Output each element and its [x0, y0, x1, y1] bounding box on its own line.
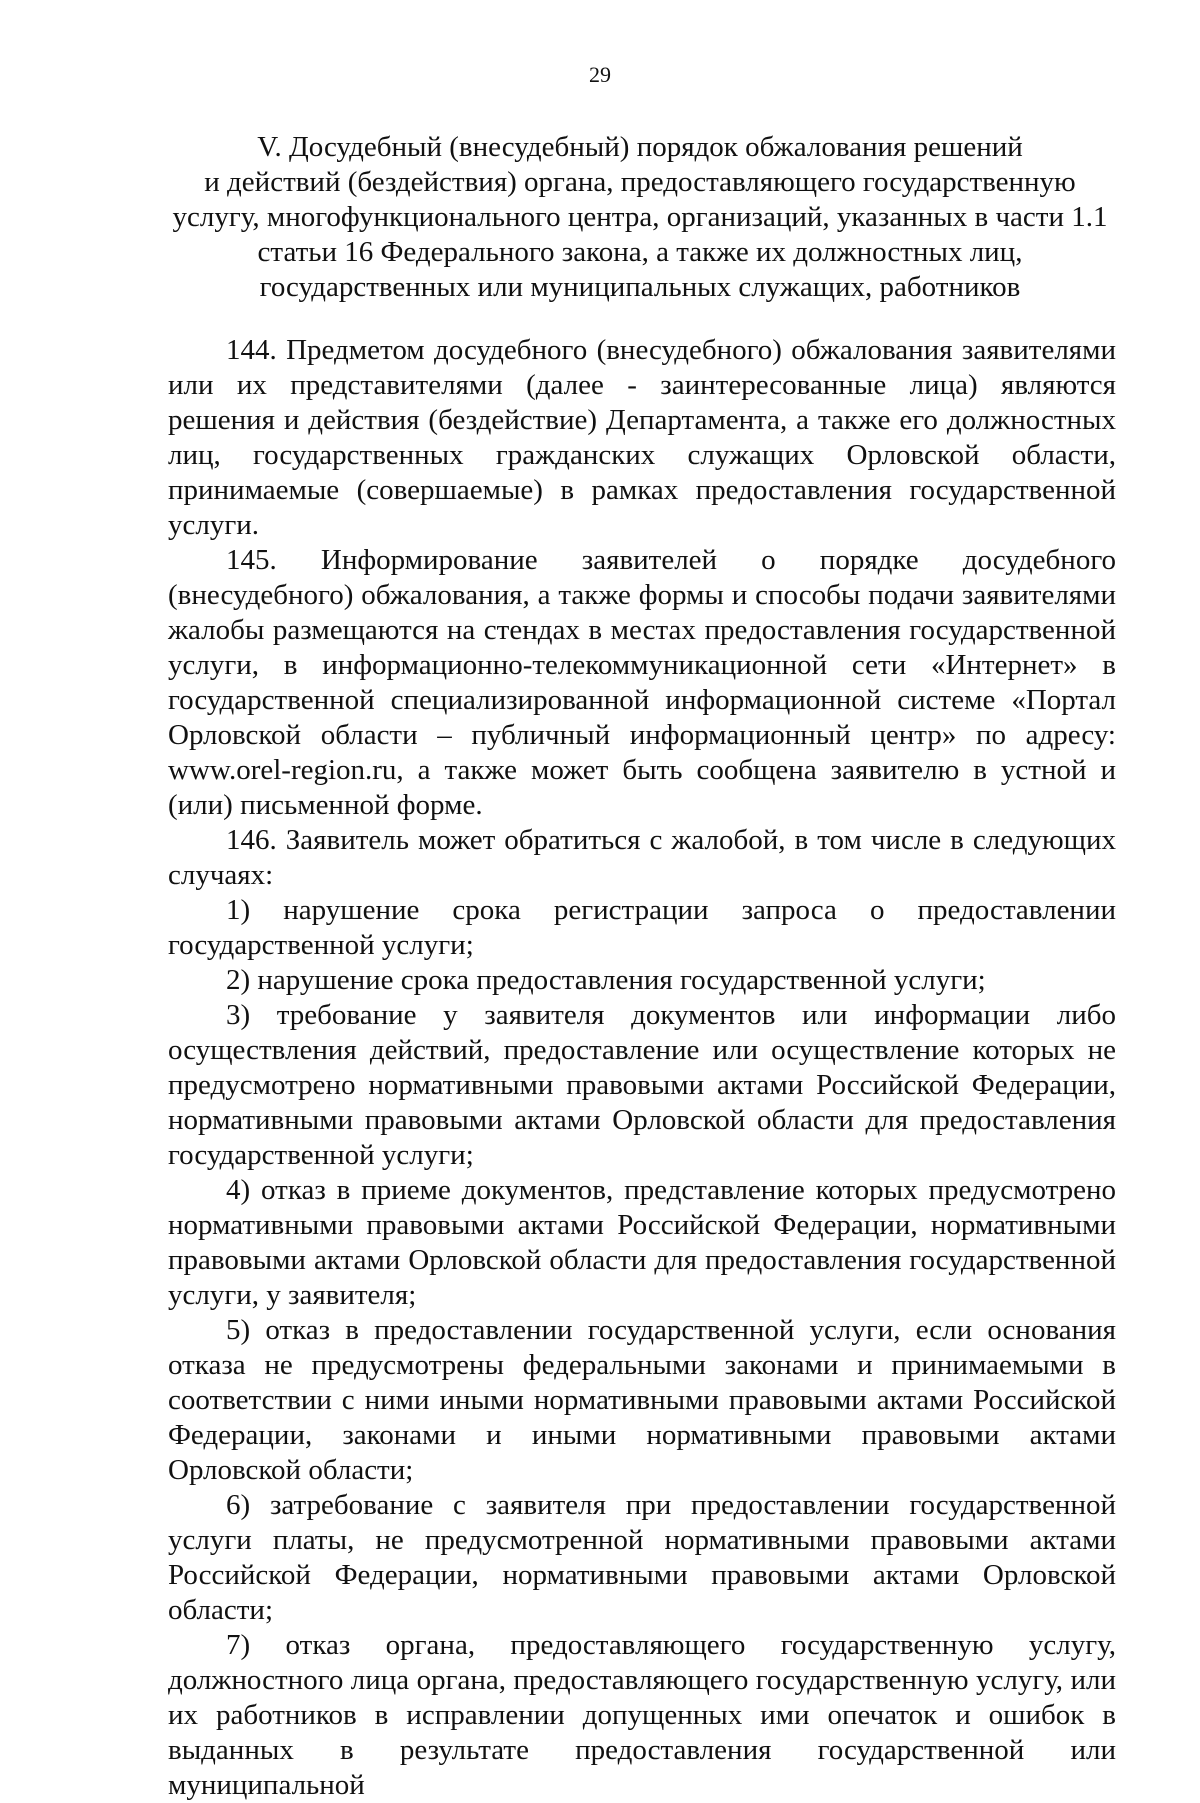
list-item-5: 5) отказ в предоставлении государственной услуги, если основания отказа не предусмотрены федеральными законами и принимаемыми в соответствии с ними иными нормативными правовыми актами Российской Федерации, законами и иными нормативными правовыми актами Орловской области;	[168, 1314, 1116, 1486]
document-body	[168, 333, 1116, 1803]
list-item-1: 1) нарушение срока регистрации запроса о предоставлении государственной услуги;	[168, 894, 1116, 961]
list-item-2: 2) нарушение срока предоставления государственной услуги;	[226, 964, 986, 996]
list-item-7: 7) отказ органа, предоставляющего государственную услугу, должностного лица органа, предоставляющего государственную услугу, или их работников в исправлении допущенных ими опечаток и ошибок в выданных в результате предоставления государственной или муниципальной	[168, 1629, 1116, 1801]
paragraph-145: 145. Информирование заявителей о порядке досудебного (внесудебного) обжалования, а также формы и способы подачи заявителями жалобы размещаются на стендах в местах предоставления государственной услуги, в информационно-телекоммуникационной сети «Интернет» в государственной специализированной информационной системе «Портал Орловской области – публичный информационный центр» по адресу: www.orel-region.ru, а также может быть сообщена заявителю в устной и (или) письменной форме.	[168, 544, 1116, 821]
section-heading-line: статьи 16 Федерального закона, а также их должностных лиц,	[257, 236, 1023, 268]
page-number: 29	[589, 62, 611, 87]
section-heading-line: и действий (бездействия) органа, предоставляющего государственную	[204, 166, 1076, 198]
list-item-3: 3) требование у заявителя документов или информации либо осуществления действий, предоставление или осуществление которых не предусмотрено нормативными правовыми актами Российской Федерации, нормативными правовыми актами Орловской области для предоставления государственной услуги;	[168, 999, 1116, 1171]
list-item-6: 6) затребование с заявителя при предоставлении государственной услуги платы, не предусмотренной нормативными правовыми актами Российской Федерации, нормативными правовыми актами Орловской области;	[168, 1489, 1116, 1626]
section-heading-line: V. Досудебный (внесудебный) порядок обжалования решений	[257, 131, 1023, 163]
paragraph-144: 144. Предметом досудебного (внесудебного) обжалования заявителями или их представителями (далее - заинтересованные лица) являются решения и действия (бездействие) Департамента, а также его должностных лиц, государственных гражданских служащих Орловской области, принимаемые (совершаемые) в рамках предоставления государственной услуги.	[168, 334, 1116, 541]
list-item-4: 4) отказ в приеме документов, представление которых предусмотрено нормативными правовыми актами Российской Федерации, нормативными правовыми актами Орловской области для предоставления государственной услуги, у заявителя;	[168, 1174, 1116, 1311]
section-heading-line: государственных или муниципальных служащих, работников	[259, 271, 1021, 303]
section-heading-line: услугу, многофункционального центра, организаций, указанных в части 1.1	[172, 201, 1108, 233]
section-heading	[160, 130, 1120, 305]
paragraph-146: 146. Заявитель может обратиться с жалобой, в том числе в следующих случаях:	[168, 824, 1116, 891]
